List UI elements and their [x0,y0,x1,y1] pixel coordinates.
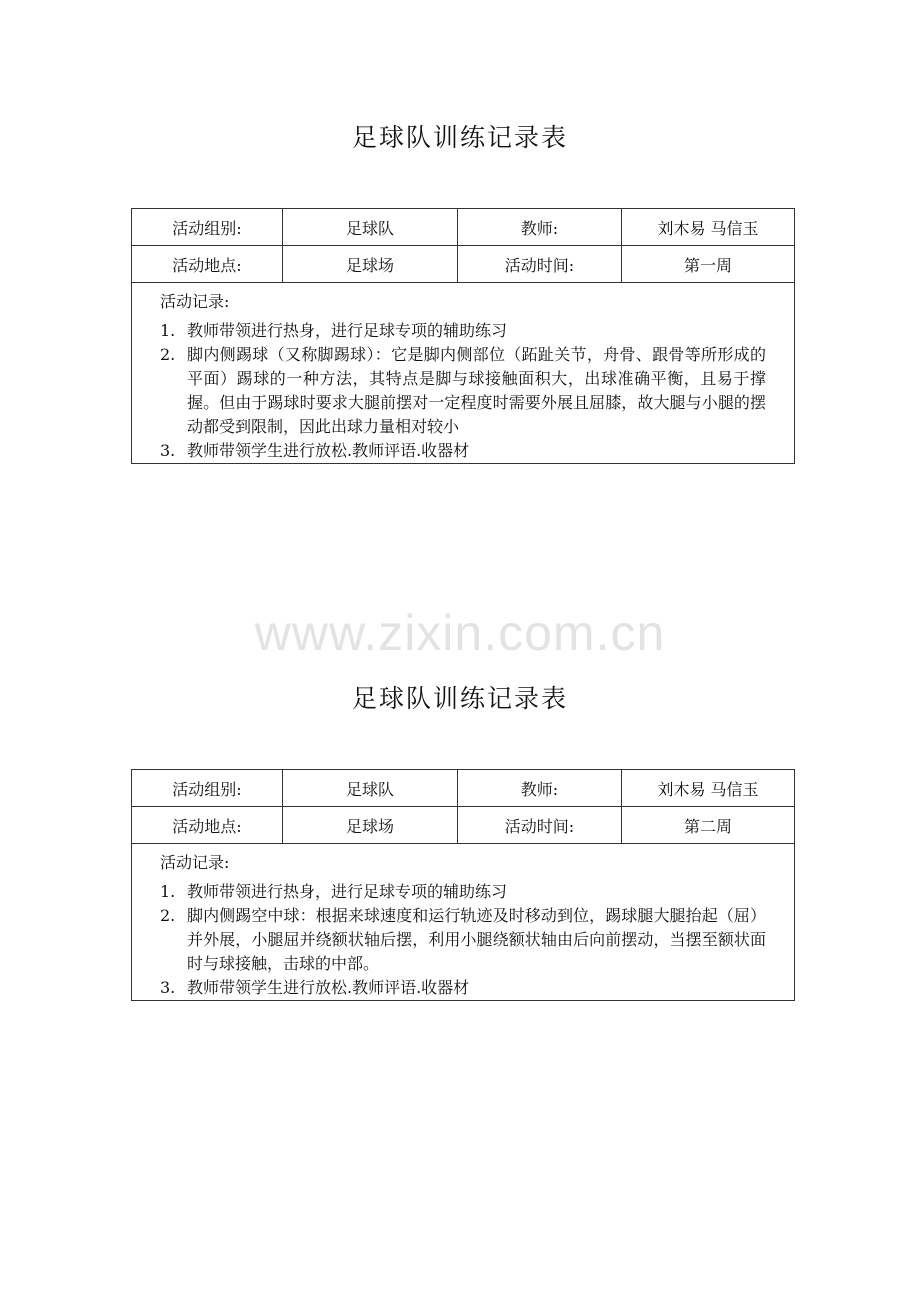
form-title: 足球队训练记录表 [351,684,568,713]
table-row [132,807,795,844]
time-label: 活动时间: [458,246,622,283]
teacher-value: 刘木易 马信玉 [622,770,795,807]
group-label: 活动组别: [132,770,283,807]
location-label: 活动地点: [132,807,283,844]
activity-list [160,319,766,463]
table-row [132,283,795,464]
list-item [160,976,766,1000]
training-record-table [131,208,795,464]
teacher-label: 教师: [458,209,622,246]
activity-record-cell [132,844,795,1001]
location-label: 活动地点: [132,246,283,283]
form-title: 足球队训练记录表 [351,123,568,152]
item-text: 脚内侧踢球（又称脚踢球）：它是脚内侧部位（跖趾关节，舟骨、跟骨等所形成的平面）踢球的一种方法，其特点是脚与球接触面积大，出球准确平衡，且易于撑握。但由于踢球时要求大腿前摆对一定程度时需要外展且屈膝，故大腿与小腿的摆动都受到限制，因此出球力量相对较小 [187,345,766,436]
training-record-table [131,769,795,1001]
time-label: 活动时间: [458,807,622,844]
time-value: 第二周 [622,807,795,844]
table-row [132,844,795,1001]
table-row [132,770,795,807]
activity-record-label: 活动记录: [160,853,230,872]
watermark: www.zixin.com.cn [254,605,666,661]
location-value: 足球场 [283,807,458,844]
item-text: 教师带领进行热身，进行足球专项的辅助练习 [187,321,508,340]
item-number: 3. [160,978,176,997]
list-item [160,880,766,904]
activity-record-label: 活动记录: [160,292,230,311]
item-number: 2. [160,906,176,925]
item-text: 教师带领学生进行放松.教师评语.收器材 [187,978,470,997]
table-row [132,209,795,246]
activity-record-cell [132,283,795,464]
activity-list [160,880,766,1000]
group-label: 活动组别: [132,209,283,246]
group-value: 足球队 [283,209,458,246]
teacher-label: 教师: [458,770,622,807]
item-text: 脚内侧踢空中球：根据来球速度和运行轨迹及时移动到位，踢球腿大腿抬起（屈）并外展，小腿屈并绕额状轴后摆，利用小腿绕额状轴由后向前摆动，当摆至额状面时与球接触，击球的中部。 [187,906,766,973]
item-text: 教师带领学生进行放松.教师评语.收器材 [187,441,470,460]
teacher-value: 刘木易 马信玉 [622,209,795,246]
group-value: 足球队 [283,770,458,807]
table-row [132,246,795,283]
list-item [160,904,766,976]
list-item [160,343,766,439]
item-text: 教师带领进行热身，进行足球专项的辅助练习 [187,882,508,901]
item-number: 1. [160,882,176,901]
time-value: 第一周 [622,246,795,283]
item-number: 2. [160,345,176,364]
list-item [160,439,766,463]
item-number: 3. [160,441,176,460]
list-item [160,319,766,343]
location-value: 足球场 [283,246,458,283]
item-number: 1. [160,321,176,340]
